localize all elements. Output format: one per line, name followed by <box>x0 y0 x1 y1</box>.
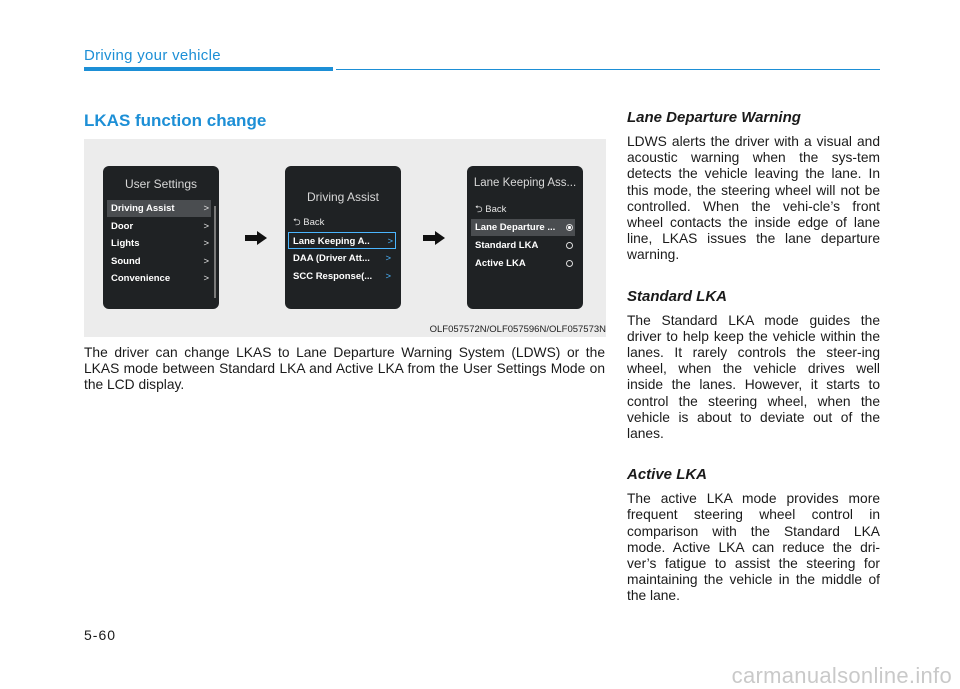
chevron-right-icon: > <box>385 253 391 264</box>
chevron-right-icon: > <box>385 271 391 282</box>
paragraph: LDWS alerts the driver with a visual and acoustic warning when the sys-tem detects the vehicle leaving the lane. In this mode, the steering wheel will not be controlled. When the vehi-cle’s front wheel contacts the inside edge of lane line, LKAS issues the lane departure warning. <box>627 134 880 263</box>
menu-item-driving-assist[interactable] <box>107 200 211 217</box>
option-label: Active LKA <box>475 258 526 269</box>
menu-item-label: Lights <box>111 238 140 249</box>
page-number: 5-60 <box>84 627 117 643</box>
menu-item-lane-keeping[interactable] <box>288 232 396 249</box>
menu-item-label: Door <box>111 221 134 232</box>
menu-item-label: Convenience <box>111 273 171 284</box>
radio-icon <box>566 260 573 267</box>
lkas-body-text: The driver can change LKAS to Lane Departure Warning System (LDWS) or the LKAS mode between Standard LKA and Active LKA from the User Settings Mode on the LCD display. <box>84 345 605 393</box>
subheading: Standard LKA <box>627 287 728 305</box>
chevron-right-icon: > <box>203 238 209 249</box>
radio-icon <box>566 242 573 249</box>
option-standard-lka[interactable] <box>471 237 575 254</box>
header-rule-thin <box>336 69 880 70</box>
menu-item-convenience[interactable] <box>107 270 211 287</box>
arrow-right-icon <box>245 231 267 245</box>
menu-item-door[interactable] <box>107 218 211 235</box>
subheading: Lane Departure Warning <box>627 109 801 126</box>
chevron-right-icon: > <box>203 273 209 284</box>
screen-title: Lane Keeping Ass... <box>473 177 577 189</box>
watermark: carmanualsonline.info <box>731 663 952 688</box>
menu-item-sound[interactable] <box>107 253 211 270</box>
option-lane-departure[interactable] <box>471 219 575 236</box>
menu-item-label: Driving Assist <box>111 203 175 214</box>
section-header: Driving your vehicle <box>84 47 221 64</box>
option-label: Standard LKA <box>475 240 539 251</box>
option-active-lka[interactable] <box>471 255 575 272</box>
menu-item-lights[interactable] <box>107 235 211 252</box>
menu-item-scc-response[interactable] <box>289 268 393 285</box>
screen-title: User Settings <box>124 177 198 191</box>
menu-item-label: Lane Keeping A.. <box>293 236 370 247</box>
radio-selected-icon <box>566 224 573 231</box>
menu-item-daa[interactable] <box>289 250 393 267</box>
chevron-right-icon: > <box>203 256 209 267</box>
option-label: Lane Departure ... <box>475 222 556 233</box>
scrollbar <box>214 206 216 298</box>
screen-title: Driving Assist <box>306 190 380 204</box>
right-column <box>627 109 880 605</box>
subheading: Active LKA <box>627 466 708 484</box>
section-standard-lka <box>627 288 880 443</box>
arrow-right-icon <box>423 231 445 245</box>
screen-driving-assist <box>285 166 401 309</box>
chevron-right-icon: > <box>203 203 209 214</box>
lkas-section-title: LKAS function change <box>84 111 267 130</box>
chevron-right-icon: > <box>387 236 393 247</box>
menu-item-label: DAA (Driver Att... <box>293 253 370 264</box>
header-rule-thick <box>84 67 333 71</box>
screen-lane-keeping <box>467 166 583 309</box>
screen-user-settings <box>103 166 219 309</box>
menu-item-label: Sound <box>111 256 141 267</box>
section-lane-departure-warning <box>627 109 880 264</box>
menu-item-label: SCC Response(... <box>293 271 373 282</box>
lcd-figure <box>84 139 606 337</box>
paragraph: The Standard LKA mode guides the driver to help keep the vehicle within the lanes. It rarely controls the steer-ing wheel, when the vehicle drives well inside the lanes. However, it starts to control the steering wheel, when the vehicle is about to deviate out of the lanes. <box>627 312 880 442</box>
back-button[interactable]: ⮌ Back <box>293 217 325 228</box>
chevron-right-icon: > <box>203 221 209 232</box>
figure-caption: OLF057572N/OLF057596N/OLF057573N <box>429 324 606 335</box>
section-active-lka <box>627 466 880 604</box>
back-button[interactable]: ⮌ Back <box>475 204 507 215</box>
paragraph: The active LKA mode provides more frequent steering wheel control in comparison with the Standard LKA mode. Active LKA can reduce the dri-ver’s fatigue to assist the steering for maintaining the vehicle in the middle of the lane. <box>627 491 880 604</box>
